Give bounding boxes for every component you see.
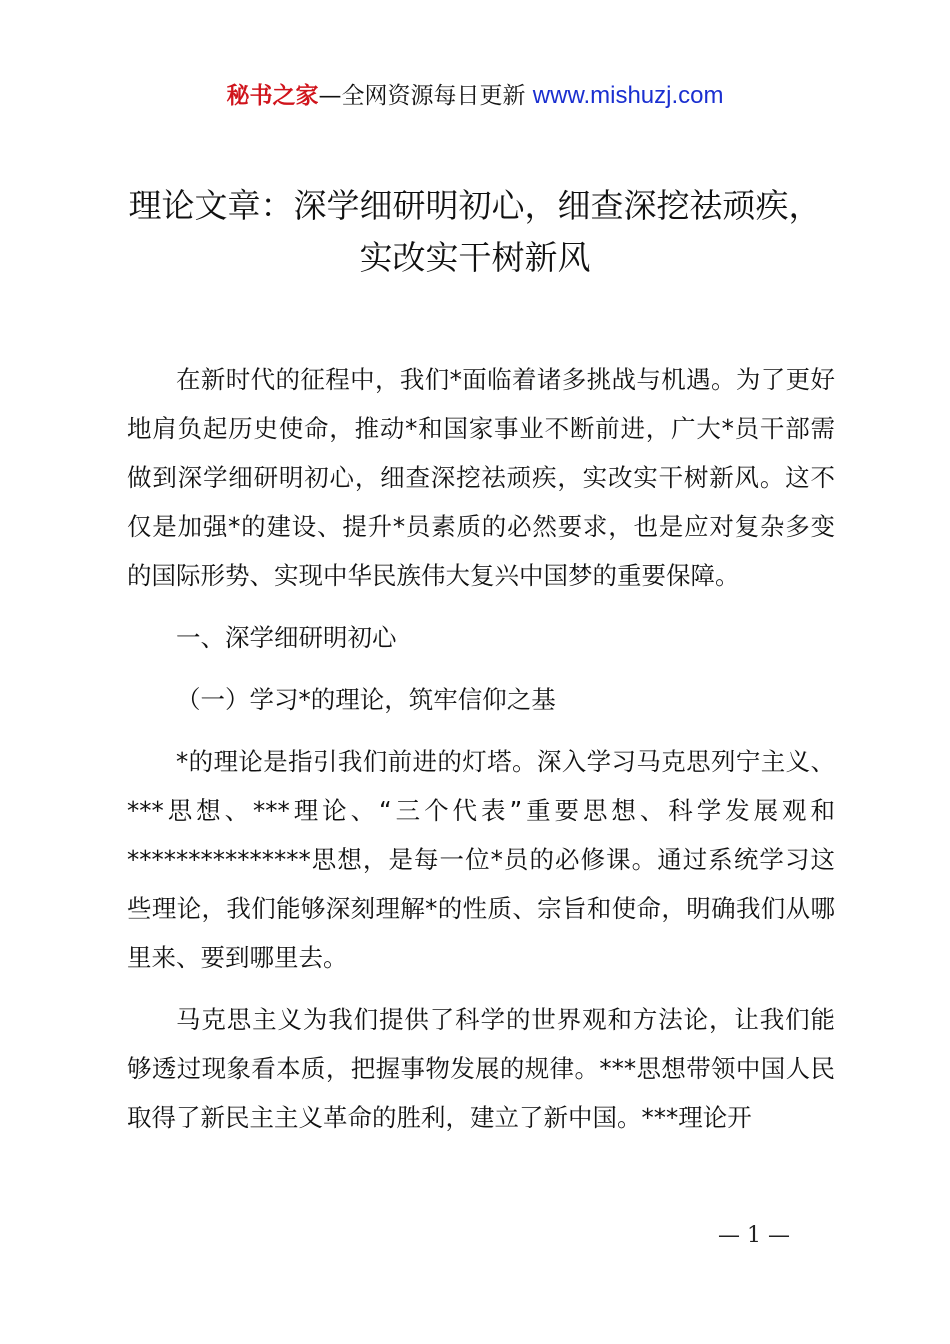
intro-paragraph: 在新时代的征程中，我们*面临着诸多挑战与机遇。为了更好地肩负起历史使命，推动*和国家事业不断前进，广大*员干部需做到深学细研明初心，细查深挖祛顽疾，实改实干树新风。这不仅是加强*的建设、提升*员素质的必然要求，也是应对复杂多变的国际形势、实现中华民族伟大复兴中国梦的重要保障。	[127, 365, 835, 590]
body-paragraph: 马克思主义为我们提供了科学的世界观和方法论，让我们能够透过现象看本质，把握事物发展的规律。***思想带领中国人民取得了新民主主义革命的胜利，建立了新中国。***理论开	[127, 1005, 835, 1132]
brand-name: 秘书之家	[226, 83, 319, 109]
site-header	[0, 80, 950, 112]
document-body	[127, 355, 835, 1142]
title-line-1: 理论文章：深学细研明初心，细查深挖祛顽疾，	[128, 186, 822, 225]
site-url-link[interactable]: www.mishuzj.com	[532, 82, 724, 109]
section-heading: 一、深学细研明初心	[176, 623, 397, 652]
header-tagline: —全网资源每日更新	[318, 83, 526, 109]
page-number: — 1 —	[718, 1223, 790, 1248]
title-line-2: 实改实干树新风	[359, 238, 591, 277]
subsection-heading: （一）学习*的理论，筑牢信仰之基	[176, 685, 556, 714]
document-title	[60, 180, 890, 284]
body-paragraph: *的理论是指引我们前进的灯塔。深入学习马克思列宁主义、***思想、***理论、“三个代表”重要思想、科学发展观和***************思想，是每一位*员的必修课。通过系统学习这些理论，我们能够深刻理解*的性质、宗旨和使命，明确我们从哪里来、要到哪里去。	[127, 747, 835, 972]
